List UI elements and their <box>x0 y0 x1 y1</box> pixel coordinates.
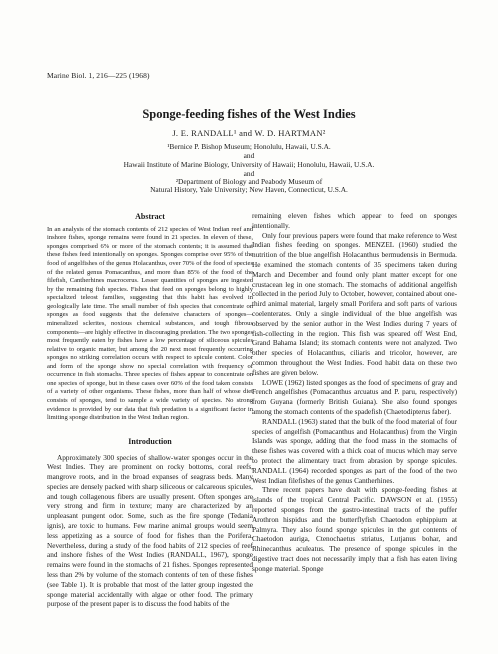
introduction-paragraph: Approximately 300 species of shallow-water sponges occur in the West Indies. They are prominent on rocky bottoms, coral reefs, mangrove roots, and in the broad expanses of seagrass beds. Many species are densely packed with sharp siliceous or calcareous spicules, and tough collagenous fibers are usually present. Often sponges are very strong and firm in texture; many are characterized by an unpleasant pungent odor. Some, such as the fire sponge (Tedania ignis), are toxic to humans. Few marine animal groups would seem less appetizing as a source of food for fishes than the Porifera. Nevertheless, during a study of the food habits of 212 species of reef and inshore fishes of the West Indies (RANDALL, 1967), sponge remains were found in the stomachs of 21 fishes. Sponges represented less than 2% by volume of the stomach contents of ten of these fishes (see Table 1). It is probable that most of the latter group ingested the sponge material accidentally with algae or other food. The primary purpose of the present paper is to discuss the food habits of the <box>47 453 253 609</box>
body-paragraph: Three recent papers have dealt with sponge-feeding fishes at islands of the tropical Central Pacific. DAWSON et al. (1955) reported sponges from the gastro-intestinal tracts of the puffer Arothron hispidus and the butterflyfish Chaetodon ephippium at Palmyra. They also found sponge spicules in the gut contents of Chaetodon auriga, Ctenochaetus striatus, Lutjanus bohar, and Rhinecanthus aculeatus. The presence of sponge spicules in the digestive tract does not necessarily imply that a fish has eaten living sponge material. Sponge <box>252 486 457 573</box>
affiliation-line: ¹Bernice P. Bishop Museum; Honolulu, Hawaii, U.S.A. <box>167 142 331 151</box>
body-paragraph: LOWE (1962) listed sponges as the food of specimens of gray and French angelfishes (Pomacanthus arcuatus and P. paru, respectively) from Guyana (formerly British Guiana). She also found sponges among the stomach contents of the spadefish (Chaetodipterus faber). <box>252 378 457 416</box>
body-paragraph: RANDALL (1963) stated that the bulk of the food material of four species of angelfish (Pomacanthus and Holacanthus) from the Virgin Islands was sponge, adding that the food mass in the stomachs of these fishes was covered with a thick coat of mucus which may serve to protect the alimentary tract from abrasion by sponge spicules. RANDALL (1964) recorded sponges as part of the food of the two West Indian filefishes of the genus Cantherhines. <box>252 417 457 485</box>
paper-title: Sponge-feeding fishes of the West Indies <box>142 107 356 121</box>
body-paragraph: Only four previous papers were found that make reference to West Indian fishes feeding on sponges. MENZEL (1960) studied the nutrition of the blue angelfish Holacanthus bermudensis in Bermuda. He examined the stomach contents of 35 specimens taken during March and December and found only plant matter except for one crustacean leg in one stomach. The stomachs of additional angelfish collected in the period July to October, however, contained about one-third animal material, largely small Porifera and soft parts of various coelenterates. Only a single individual of the blue angelfish was observed by the senior author in the West Indies during 7 years of fish-collecting in the region. This fish was speared off West End, Grand Bahama Island; its stomach contents were not analyzed. Two other species of Holacanthus, ciliaris and tricolor, however, are common throughout the West Indies. Food habit data on these two fishes are given below. <box>252 231 457 377</box>
affiliation-line: Hawaii Institute of Marine Biology, University of Hawaii; Honolulu, Hawaii, U.S.A. <box>123 160 375 169</box>
left-column <box>47 212 253 610</box>
body-paragraph: remaining eleven fishes which appear to feed on sponges intentionally. <box>252 212 457 230</box>
affiliation-line: and <box>243 169 255 178</box>
affiliation-line: ²Department of Biology and Peabody Museum of <box>175 177 323 186</box>
introduction-heading: Introduction <box>128 436 172 446</box>
affiliation-line: and <box>243 151 255 160</box>
affiliation-line: Natural History, Yale University; New Haven, Connecticut, U.S.A. <box>150 185 348 194</box>
abstract-text: In an analysis of the stomach contents of 212 species of West Indian reef and inshore fishes, sponge remains were found in 21 species. In eleven of these, sponges comprised 6% or more of the stomach contents; it is assumed that these fishes feed intentionally on sponges. Sponges comprise over 95% of the food of angelfishes of the genus Holacanthus, over 70% of the food of species of the related genus Pomacanthus, and more than 85% of the food of the filefish, Cantherhines macrocerus. Lesser quantities of sponges are ingested by the remaining fish species. Fishes that feed on sponges belong to highly specialized teleost families, suggesting that this habit has evolved in geologically late time. The small number of fish species that concentrate on sponges as food suggests that the defensive characters of sponges—mineralized sclerites, noxious chemical substances, and tough fibrous components—are highly effective in discouraging predation. The two sponges most frequently eaten by fishes have a low percentage of siliceous spicules relative to organic matter, but among the 20 next most frequently occurring sponges no striking correlation occurs with respect to spicule content. Color and form of the sponge show no special correlation with frequency of occurrence in fish stomachs. Three species of fishes appear to concentrate on one species of sponge, but in these cases over 60% of the food taken consists of a variety of other organisms. These fishes, more than half of whose diet consists of sponges, tend to sample a wide variety of species. No strong evidence is provided by our data that fish predation is a significant factor in limiting sponge distribution in the West Indian region. <box>47 225 253 422</box>
journal-citation: Marine Biol. 1, 216—225 (1968) <box>47 71 150 80</box>
abstract-heading: Abstract <box>135 212 165 221</box>
paper-authors: J. E. RANDALL¹ and W. D. HARTMAN² <box>172 128 326 138</box>
right-column <box>252 212 458 574</box>
